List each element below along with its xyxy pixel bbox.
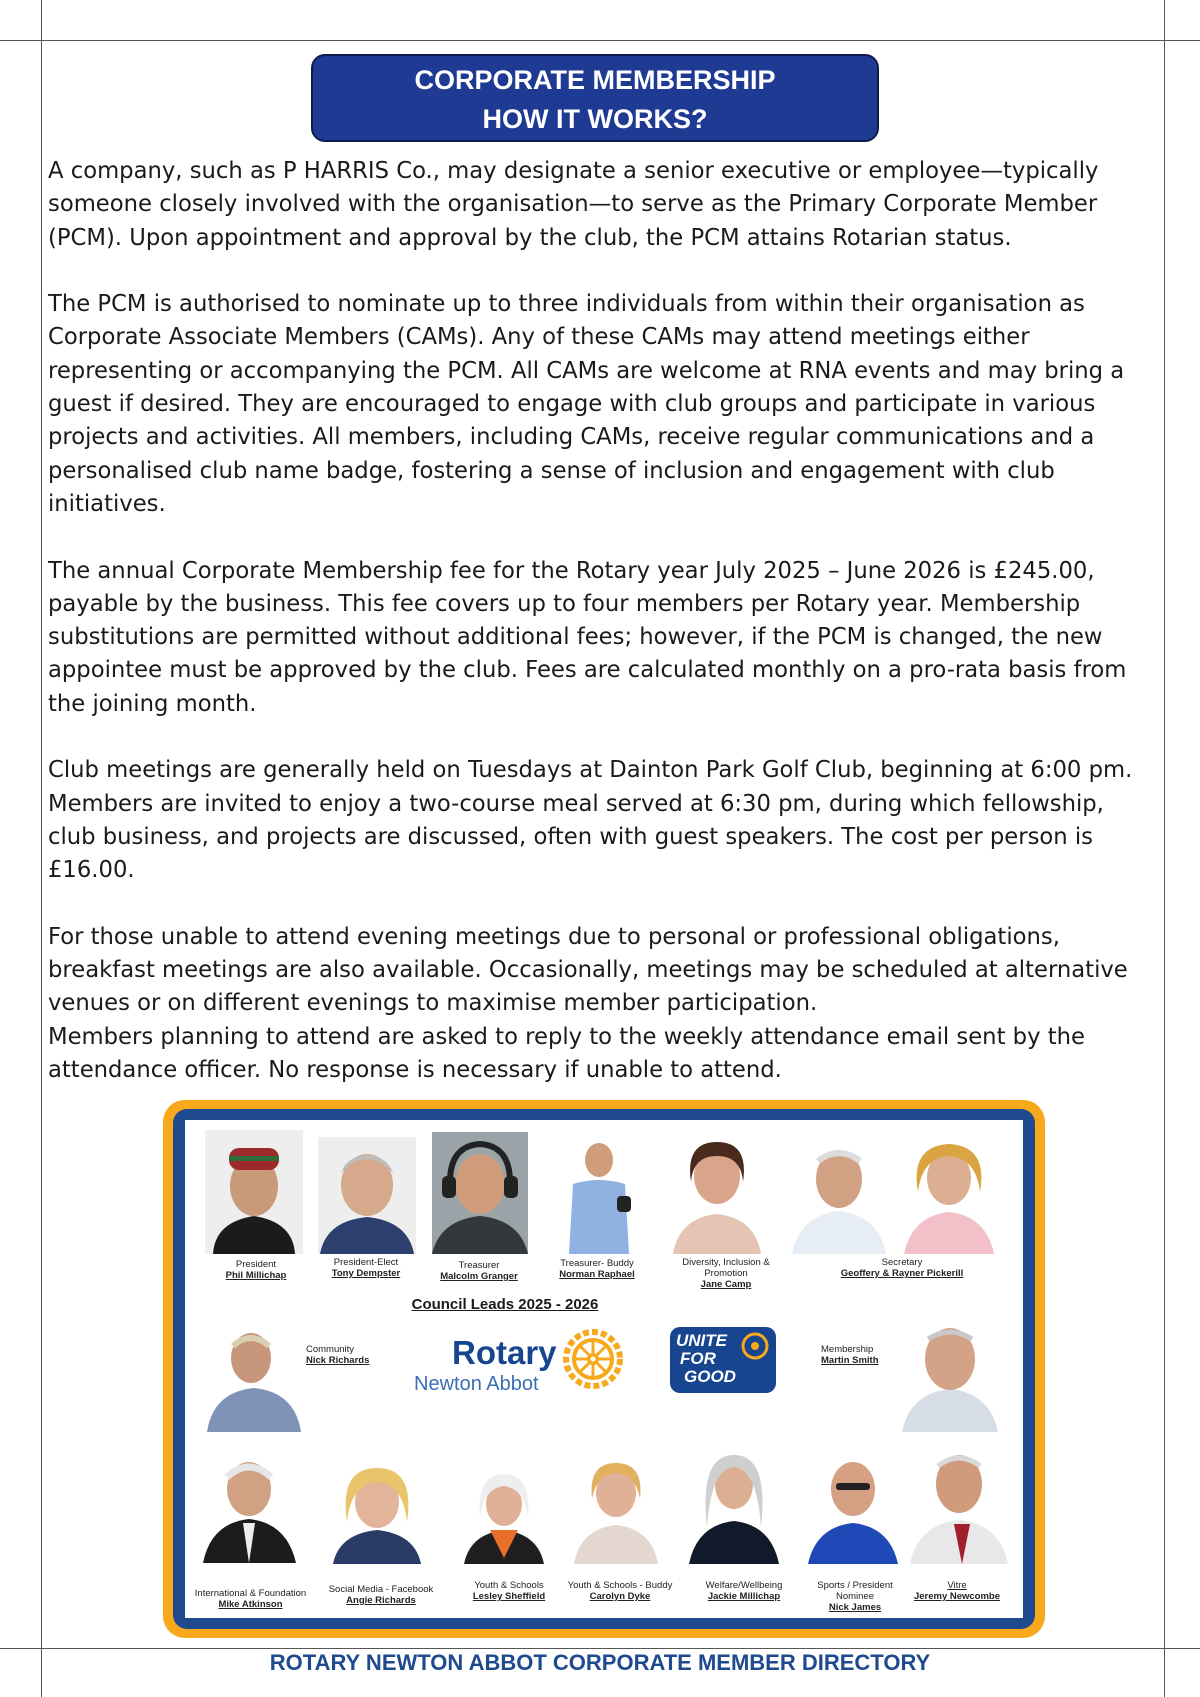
role-treasurer: Treasurer (458, 1260, 500, 1271)
photo-sports-lead (808, 1451, 898, 1564)
paragraph-fees: The annual Corporate Membership fee for the Rotary year July 2025 – June 2026 is £245.00, payable by the business. This fee covers up to four members per Rotary year. Membership substitutions are permitted without additional fees; however, if the PCM is changed, the new appointee must be approved by the club. Fees are calculated monthly on a pro-rata basis from the joining month. (48, 557, 1127, 717)
rotary-wheel-icon (562, 1328, 624, 1390)
caption-diversity-lead (670, 1257, 782, 1290)
photo-president (205, 1130, 303, 1254)
photo-youth-schools-buddy (572, 1453, 660, 1564)
photo-membership-lead (902, 1313, 998, 1432)
role-welfare-lead: Welfare/Wellbeing (705, 1580, 783, 1591)
name-community-lead: Nick Richards (306, 1355, 370, 1366)
name-sports-lead: Nick James (828, 1602, 882, 1613)
name-youth-schools-buddy: Carolyn Dyke (589, 1591, 651, 1602)
caption-secretary (822, 1257, 982, 1279)
photo-treasurer-buddy (563, 1138, 635, 1254)
name-vitre-lead: Jeremy Newcombe (913, 1591, 1001, 1602)
role-secretary: Secretary (881, 1257, 923, 1268)
role-youth-schools-lead: Youth & Schools (474, 1580, 544, 1591)
name-secretary: Geoffery & Rayner Pickerill (840, 1268, 964, 1279)
role-sports-lead: Sports / President Nominee (817, 1580, 893, 1602)
name-membership-lead: Martin Smith (821, 1355, 879, 1366)
caption-treasurer (419, 1260, 539, 1282)
photo-welfare-lead (689, 1447, 779, 1564)
caption-sports-lead (807, 1580, 903, 1613)
name-treasurer-buddy: Norman Raphael (559, 1269, 635, 1280)
role-international-lead: International & Foundation (194, 1588, 307, 1599)
name-president: Phil Millichap (225, 1270, 287, 1281)
photo-diversity-lead (669, 1130, 765, 1254)
role-social-media-lead: Social Media - Facebook (328, 1584, 434, 1595)
caption-president-elect (306, 1257, 426, 1279)
caption-vitre-lead (906, 1580, 1008, 1602)
caption-community-lead (306, 1344, 396, 1366)
frame-left-line (41, 0, 42, 1697)
paragraph-pcm: A company, such as P HARRIS Co., may designate a senior executive or employee—typically someone closely involved with the organisation—to serve as the Primary Corporate Member (PCM). Upon appointment and approval by the club, the PCM attains Rotarian status. (48, 158, 1099, 251)
body-text (48, 155, 1158, 1087)
photo-secretary-2 (900, 1130, 998, 1254)
directory-footer: ROTARY NEWTON ABBOT CORPORATE MEMBER DIRECTORY (269, 1650, 931, 1675)
photo-treasurer (432, 1132, 528, 1254)
name-president-elect: Tony Dempster (331, 1268, 401, 1279)
role-vitre-lead: Vitre (947, 1580, 967, 1591)
caption-international-lead (188, 1588, 313, 1610)
role-diversity-lead: Diversity, Inclusion & Promotion (682, 1257, 770, 1279)
frame-top-line (0, 40, 1200, 41)
photo-social-media-lead (329, 1462, 425, 1564)
unite-line-3: GOOD (684, 1367, 736, 1386)
name-treasurer: Malcolm Granger (440, 1271, 518, 1282)
name-youth-schools-lead: Lesley Sheffield (472, 1591, 546, 1602)
frame-right-line (1164, 0, 1165, 1697)
caption-welfare-lead (689, 1580, 799, 1602)
role-community-lead: Community (306, 1344, 355, 1355)
rotary-logo-word: Rotary (452, 1334, 557, 1371)
role-treasurer-buddy: Treasurer- Buddy (560, 1258, 634, 1269)
photo-international-lead (203, 1449, 296, 1563)
rotary-logo-subtitle: Newton Abbot (414, 1373, 539, 1395)
role-president: President (235, 1259, 277, 1270)
paragraph-breakfast: For those unable to attend evening meetings due to personal or professional obligations, breakfast meetings are also available. Occasionally, meetings may be scheduled at alternative venues or on different evenings to maximise member participation. (48, 923, 1128, 1017)
photo-community-lead (207, 1318, 301, 1432)
unite-line-1: UNITE (676, 1331, 727, 1350)
role-youth-schools-buddy: Youth & Schools - Buddy (567, 1580, 673, 1591)
paragraph-cams: The PCM is authorised to nominate up to three individuals from within their organisation as Corporate Associate Members (CAMs). Any of these CAMs may attend meetings either representing or accompanying the PCM. All CAMs are welcome at RNA events and may bring a guest if desired. They are encouraged to engage with club groups and participate in various projects and activities. All members, including CAMs, receive regular communications and a personalised club name badge, fostering a sense of inclusion and engagement with club initiatives. (48, 291, 1125, 517)
page-title-box (311, 54, 879, 142)
caption-youth-schools-buddy (562, 1580, 678, 1602)
photo-president-elect (318, 1137, 416, 1254)
name-diversity-lead: Jane Camp (700, 1279, 752, 1290)
caption-treasurer-buddy (537, 1258, 657, 1280)
role-president-elect: President-Elect (333, 1257, 399, 1268)
name-welfare-lead: Jackie Millichap (707, 1591, 781, 1602)
title-line-2: HOW IT WORKS? (482, 104, 708, 134)
council-leads-title: Council Leads 2025 - 2026 (411, 1296, 599, 1313)
paragraph-attendance: Members planning to attend are asked to reply to the weekly attendance email sent by the attendance officer. No response is necessary if unable to attend. (48, 1023, 1085, 1084)
name-international-lead: Mike Atkinson (218, 1599, 283, 1610)
caption-membership-lead (821, 1344, 911, 1366)
name-social-media-lead: Angie Richards (346, 1595, 416, 1606)
unite-line-2: FOR (680, 1349, 716, 1368)
caption-president (196, 1259, 316, 1281)
title-line-1: CORPORATE MEMBERSHIP (414, 65, 776, 95)
frame-bottom-line (0, 1648, 1200, 1649)
caption-social-media-lead (321, 1584, 441, 1606)
caption-youth-schools-lead (454, 1580, 564, 1602)
photo-secretary-1 (790, 1135, 888, 1254)
photo-vitre-lead (910, 1440, 1008, 1564)
unite-wheel-icon (740, 1331, 770, 1361)
role-membership-lead: Membership (821, 1344, 874, 1355)
photo-youth-schools-lead (462, 1468, 546, 1564)
paragraph-meetings: Club meetings are generally held on Tuesdays at Dainton Park Golf Club, beginning at 6:00 pm. Members are invited to enjoy a two-course meal served at 6:30 pm, during which fellowship, club business, and projects are discussed, often with guest speakers. The cost per person is £16.00. (48, 757, 1133, 884)
